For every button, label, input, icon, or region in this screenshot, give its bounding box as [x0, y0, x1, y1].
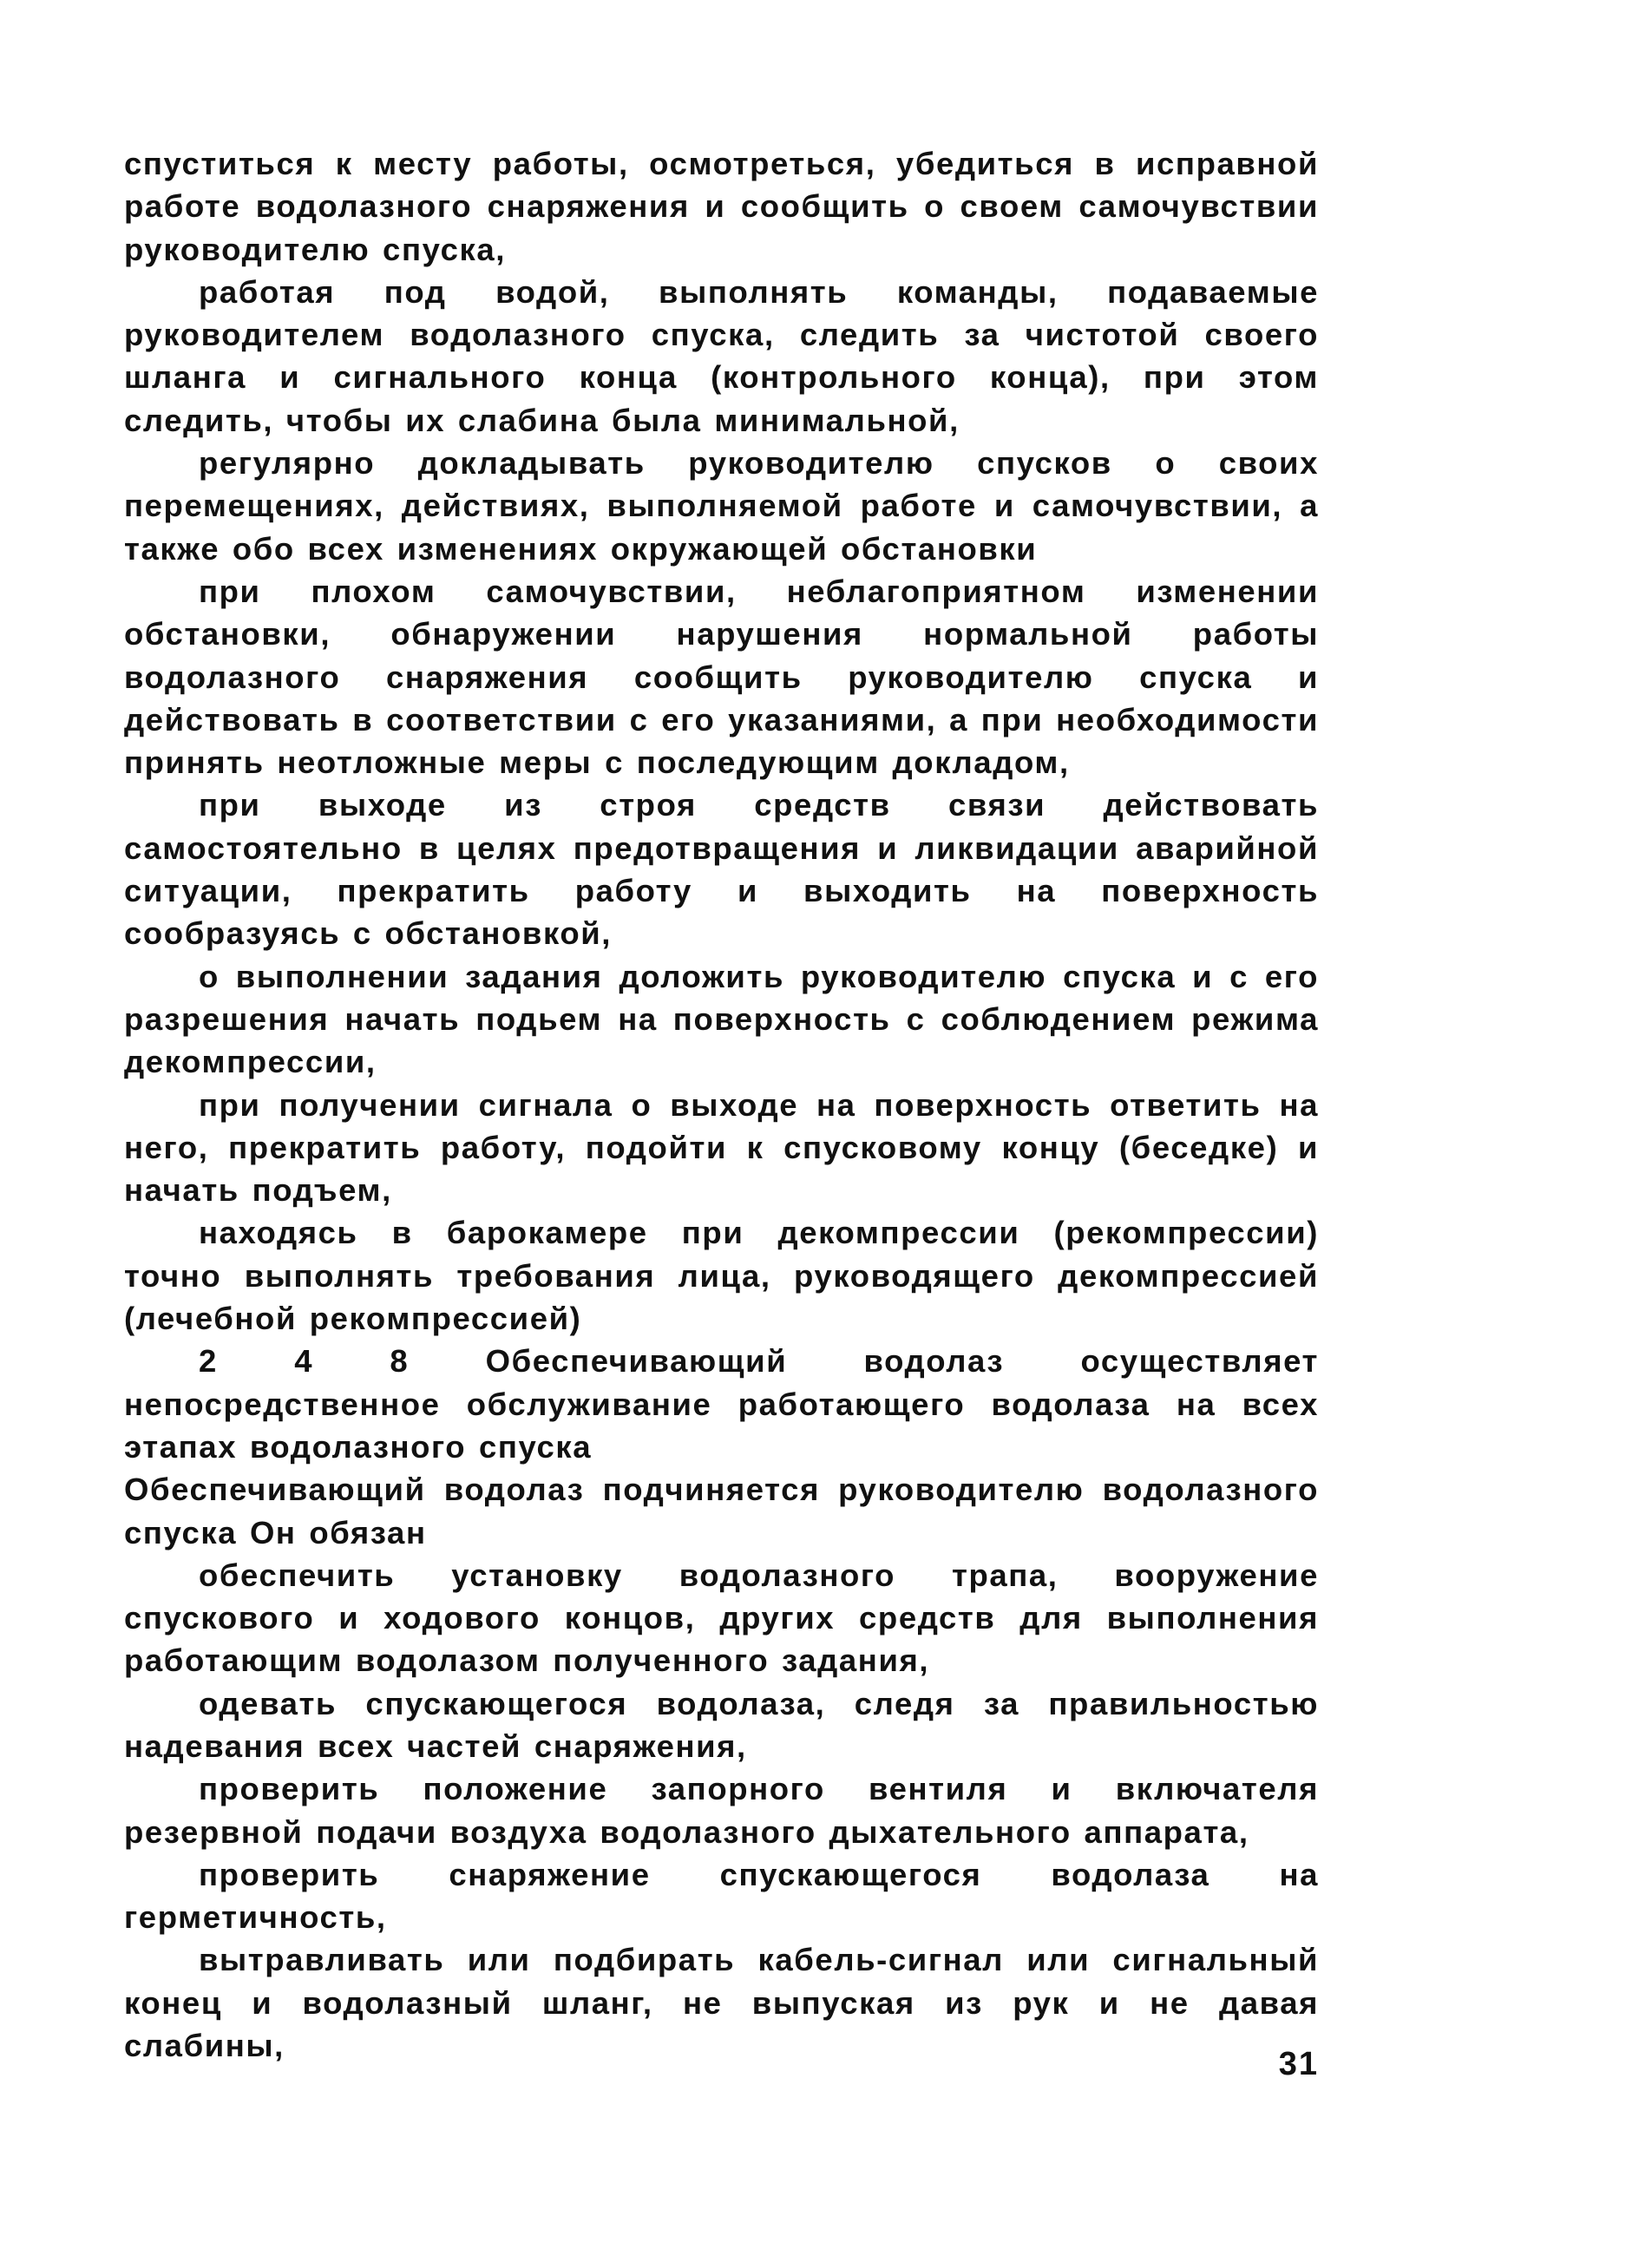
- paragraph: проверить снаряжение спускающегося водолаза на герметичность,: [124, 1856, 1319, 1936]
- paragraph: регулярно докладывать руководителю спусков о своих перемещениях, действиях, выполняемой работе и самочувствии, а также обо всех изменениях окружающей обстановки: [124, 445, 1319, 567]
- paragraph: 2 4 8 Обеспечивающий водолаз осуществляет непосредственное обслуживание работающего водолаза на всех этапах водолазного спуска: [124, 1343, 1319, 1465]
- paragraph: работая под водой, выполнять команды, подаваемые руководителем водолазного спуска, следить за чистотой своего шланга и сигнального конца (контрольного конца), при этом следить, чтобы их слабина была минимальной,: [124, 273, 1319, 438]
- paragraph: при получении сигнала о выходе на поверхность ответить на него, прекратить работу, подойти к спусковому концу (беседке) и начать подъем,: [124, 1086, 1319, 1209]
- paragraph: вытравливать или подбирать кабель-сигнал или сигнальный конец и водолазный шланг, не выпуская из рук и не давая слабины,: [124, 1942, 1319, 2064]
- paragraph: спуститься к месту работы, осмотреться, убедиться в исправной работе водолазного снаряжения и сообщить о своем самочувствии руководителю спуска,: [124, 146, 1319, 267]
- paragraph: одевать спускающегося водолаза, следя за правильностью надевания всех частей снаряжения,: [124, 1685, 1319, 1764]
- paragraph: о выполнении задания доложить руководителю спуска и с его разрешения начать подьем на поверхность с соблюдением режима декомпрессии,: [124, 958, 1319, 1080]
- body-text: [124, 142, 1319, 2067]
- paragraph: обеспечить установку водолазного трапа, вооружение спускового и ходового концов, других средств для выполнения работающим водолазом полученного задания,: [124, 1557, 1319, 1679]
- page-number: 31: [1278, 2046, 1319, 2082]
- paragraph: при плохом самочувствии, неблагоприятном изменении обстановки, обнаружении нарушения нормальной работы водолазного снаряжения сообщить руководителю спуска и действовать в соответствии с его указаниями, а при необходимости принять неотложные меры с последующим докладом,: [124, 573, 1319, 781]
- paragraph: Обеспечивающий водолаз подчиняется руководителю водолазного спуска Он обязан: [124, 1472, 1319, 1550]
- paragraph: находясь в барокамере при декомпрессии (рекомпрессии) точно выполнять требования лица, руководящего декомпрессией (лечебной рекомпрессией): [124, 1215, 1319, 1337]
- paragraph: проверить положение запорного вентиля и включателя резервной подачи воздуха водолазного дыхательного аппарата,: [124, 1771, 1319, 1850]
- paragraph: при выходе из строя средств связи действовать самостоятельно в целях предотвращения и ликвидации аварийной ситуации, прекратить работу и выходить на поверхность сообразуясь с обстановкой,: [124, 787, 1319, 952]
